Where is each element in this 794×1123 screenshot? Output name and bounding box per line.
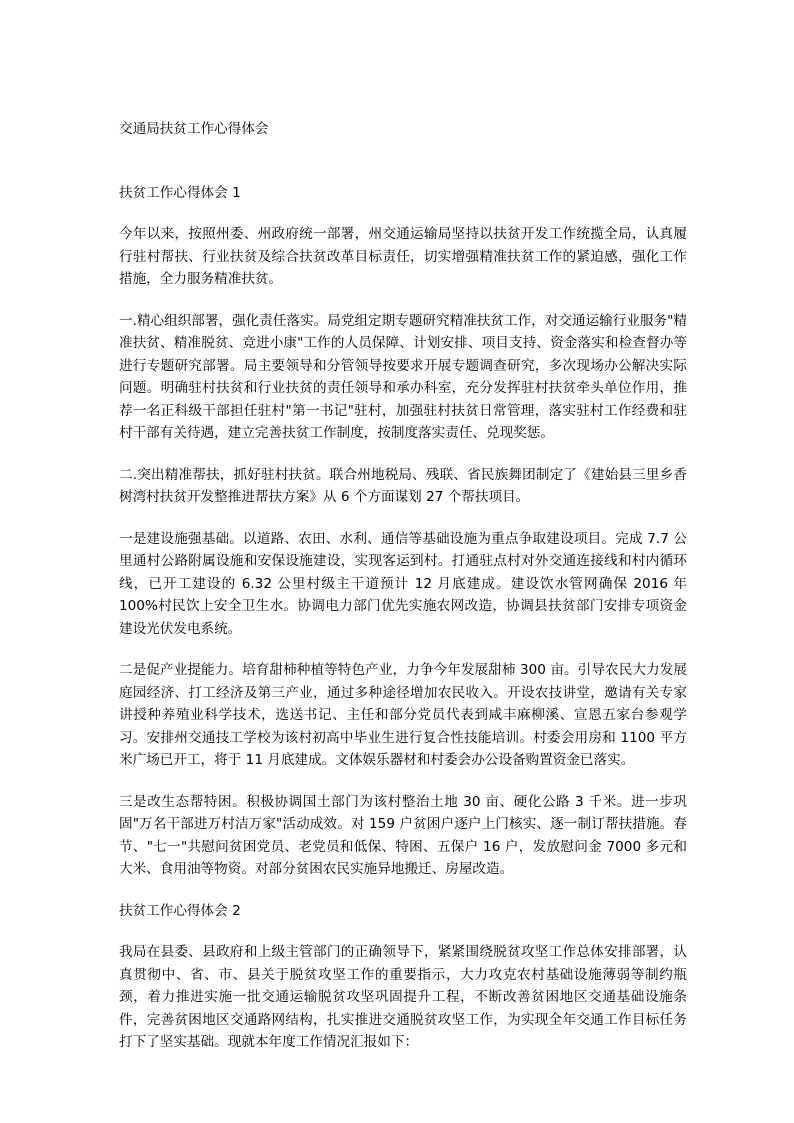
paragraph: 一是建设施强基础。以道路、农田、水利、通信等基础设施为重点争取建设项目。完成 7.7 公里通村公路附属设施和安保设施建设，实现客运到村。打通驻点村对外交通连接线和村内循环线，已开工建设的 6.32 公里村级主干道预计 12 月底建成。建设饮水管网确保 2016 年 100%村民饮上安全卫生水。协调电力部门优先实施农网改造，协调县扶贫部门安排专项资金建设光伏发电系统。 [119,530,687,637]
section-heading: 扶贫工作心得体会 1 [119,184,241,201]
paragraph: 二.突出精准帮扶，抓好驻村扶贫。联合州地税局、残联、省民族舞团制定了《建始县三里乡香树湾村扶贫开发整推进帮扶方案》从 6 个方面谋划 27 个帮扶项目。 [119,466,687,505]
paragraph: 一.精心组织部署，强化责任落实。局党组定期专题研究精准扶贫工作，对交通运输行业服务"精准扶贫、精准脱贫、竞进小康"工作的人员保障、计划安排、项目支持、资金落实和检查督办等进行专题研究部署。局主要领导和分管领导按要求开展专题调查研究，多次现场办公解决实际问题。明确驻村扶贫和行业扶贫的责任领导和承办科室，充分发挥驻村扶贫牵头单位作用，推荐一名正科级干部担任驻村"第一书记"驻村，加强驻村扶贫日常管理，落实驻村工作经费和驻村干部有关待遇，建立完善扶贫工作制度，按制度落实责任、兑现奖惩。 [119,312,687,441]
document-page [119,118,687,1054]
paragraph: 三是改生态帮特困。积极协调国土部门为该村整治土地 30 亩、硬化公路 3 千米。进一步巩固"万名干部进万村洁万家"活动成效。对 159 户贫困户逐户上门核实、逐一制订帮扶措施。春节、"七一"共慰问贫困党员、老党员和低保、特困、五保户 16 户，发放慰问金 7000 多元和大米、食用油等物资。对部分贫困农民实施异地搬迁、房屋改造。 [119,793,687,877]
paragraph: 我局在县委、县政府和上级主管部门的正确领导下，紧紧围绕脱贫攻坚工作总体安排部署，认真贯彻中、省、市、县关于脱贫攻坚工作的重要指示，大力攻克农村基础设施薄弱等制约瓶颈，着力推进实施一批交通运输脱贫攻坚巩固提升工程，不断改善贫困地区交通基础设施条件，完善贫困地区交通路网结构，扎实推进交通脱贫攻坚工作，为实现全年交通工作目标任务打下了坚实基础。现就本年度工作情况汇报如下： [119,944,687,1050]
paragraph: 二是促产业提能力。培育甜柿种植等特色产业，力争今年发展甜柿 300 亩。引导农民大力发展庭园经济、打工经济及第三产业，通过多种途径增加农民收入。开设农技讲堂，邀请有关专家讲授种养殖业科学技术，选送书记、主任和部分党员代表到咸丰麻柳溪、宣恩五家台参观学习。安排州交通技工学校为该村初高中毕业生进行复合性技能培训。村委会用房和 1100 平方米广场已开工，将于 11 月底建成。文体娱乐器材和村委会办公设备购置资金已落实。 [119,662,687,768]
paragraph: 今年以来，按照州委、州政府统一部署，州交通运输局坚持以扶贫开发工作统揽全局，认真履行驻村帮扶、行业扶贫及综合扶贫改革目标责任，切实增强精准扶贫工作的紧迫感，强化工作措施，全力服务精准扶贫。 [119,226,687,287]
document-title: 交通局扶贫工作心得体会 [119,121,269,137]
section-heading: 扶贫工作心得体会 2 [119,902,241,919]
